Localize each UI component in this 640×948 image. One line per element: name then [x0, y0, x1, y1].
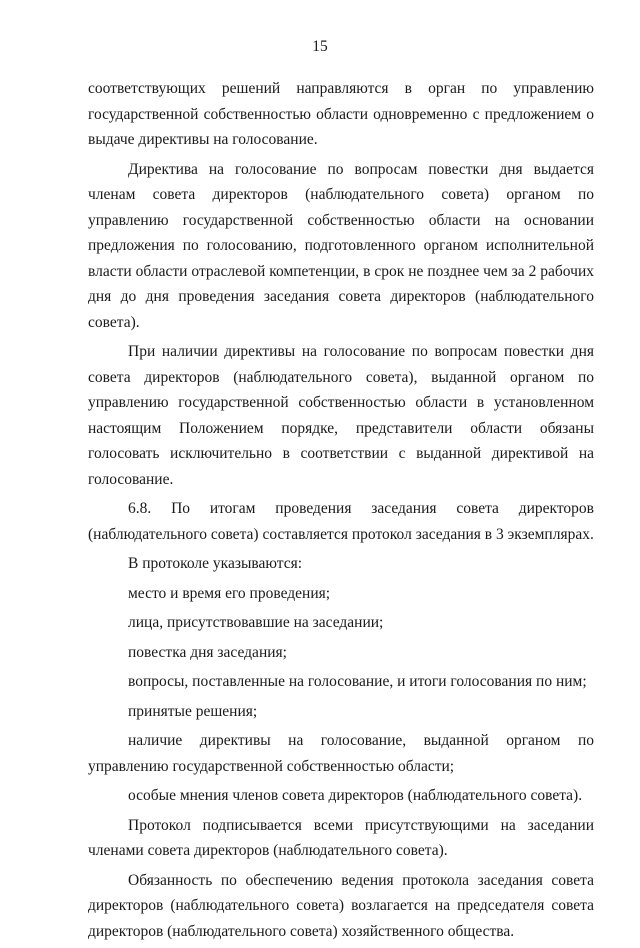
protocol-item-attendees: лица, присутствовавшие на заседании;	[128, 614, 384, 631]
page-number: 15	[312, 38, 328, 55]
paragraph-signature: Протокол подписывается всеми присутствующими на заседании членами совета директоров (наблюдательного совета).	[88, 816, 594, 859]
protocol-item-opinions: особые мнения членов совета директоров (наблюдательного совета).	[128, 787, 583, 804]
protocol-item-place-time: место и время его проведения;	[128, 584, 331, 602]
document-body	[88, 76, 594, 948]
paragraph-continuation: соответствующих решений направляются в орган по управлению государственной собственностью области одновременно с предложением о выдаче директивы на голосование.	[88, 80, 594, 148]
protocol-item-agenda: повестка дня заседания;	[128, 643, 287, 661]
protocol-intro: В протоколе указываются:	[128, 555, 303, 572]
paragraph-responsibility: Обязанность по обеспечению ведения протокола заседания совета директоров (наблюдательного совета) возлагается на председателя совета директоров (наблюдательного совета) хозяйственного общества.	[88, 871, 594, 940]
paragraph-6-8: 6.8. По итогам проведения заседания совета директоров (наблюдательного совета) составляется протокол заседания в 3 экземплярах.	[88, 500, 594, 543]
protocol-item-decisions: принятые решения;	[128, 702, 258, 720]
protocol-item-voting: вопросы, поставленные на голосование, и итоги голосования по ним;	[128, 673, 587, 690]
paragraph-directive-issue: Директива на голосование по вопросам повестки дня выдается членам совета директоров (наблюдательного совета) органом по управлению государственной собственностью области на основании предложения по голосованию, подготовленного органом исполнительной власти области отраслевой компетенции, в срок не позднее чем за 2 рабочих дня до дня проведения заседания совета директоров (наблюдательного совета).	[88, 160, 594, 331]
paragraph-directive-voting: При наличии директивы на голосование по вопросам повестки дня совета директоров (наблюдательного совета), выданной органом по управлению государственной собственностью области в установленном настоящим Положением порядке, представители области обязаны голосовать исключительно в соответствии с выданной директивой на голосование.	[88, 343, 594, 488]
protocol-item-directive: наличие директивы на голосование, выданной органом по управлению государственной собственностью области;	[88, 732, 594, 775]
